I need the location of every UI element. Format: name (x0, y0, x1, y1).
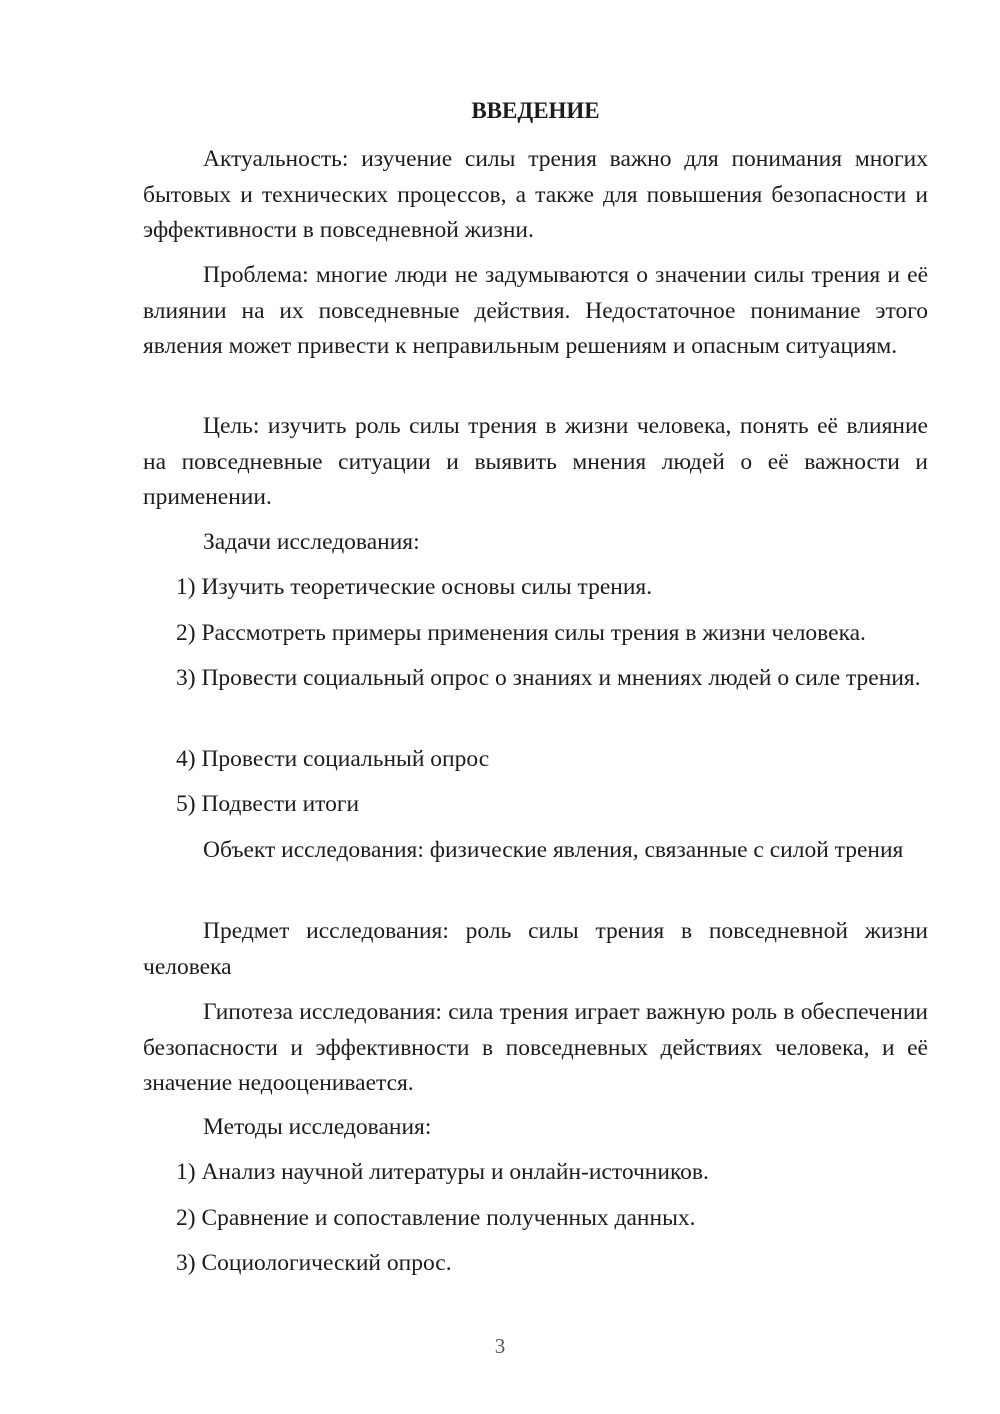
paragraph-problem: Проблема: многие люди не задумываются о значении силы трения и её влиянии на их повседневные действия. Недостаточное понимание этого явления может привести к неправильным решениям и опасным ситуациям. (143, 262, 928, 359)
task-item-1: 1) Изучить теоретические основы силы трения. (176, 574, 653, 600)
task-item-2: 2) Рассмотреть примеры применения силы трения в жизни человека. (176, 620, 866, 646)
method-item-1: 1) Анализ научной литературы и онлайн-источников. (176, 1159, 709, 1185)
paragraph-goal: Цель: изучить роль силы трения в жизни человека, понять её влияние на повседневные ситуации и выявить мнения людей о её важности и применении. (143, 413, 928, 510)
method-item-3: 3) Социологический опрос. (176, 1250, 452, 1276)
section-title: ВВЕДЕНИЕ (471, 98, 600, 123)
paragraph-subject: Предмет исследования: роль силы трения в повседневной жизни человека (143, 918, 928, 980)
paragraph-object: Объект исследования: физические явления, связанные с силой трения (203, 837, 904, 863)
task-item-3: 3) Провести социальный опрос о знаниях и мнениях людей о силе трения. (176, 665, 921, 691)
paragraph-hypothesis: Гипотеза исследования: сила трения играет важную роль в обеспечении безопасности и эффективности в повседневных действиях человека, и её значение недооценивается. (143, 999, 928, 1096)
paragraph-methods-heading: Методы исследования: (203, 1114, 432, 1140)
paragraph-relevance: Актуальность: изучение силы трения важно для понимания многих бытовых и технических процессов, а также для повышения безопасности и эффективности в повседневной жизни. (143, 146, 928, 243)
paragraph-tasks-heading: Задачи исследования: (203, 529, 420, 555)
method-item-2: 2) Сравнение и сопоставление полученных данных. (176, 1205, 696, 1231)
task-item-4: 4) Провести социальный опрос (176, 746, 490, 772)
page-number: 3 (494, 1334, 506, 1358)
task-item-5: 5) Подвести итоги (176, 791, 360, 817)
